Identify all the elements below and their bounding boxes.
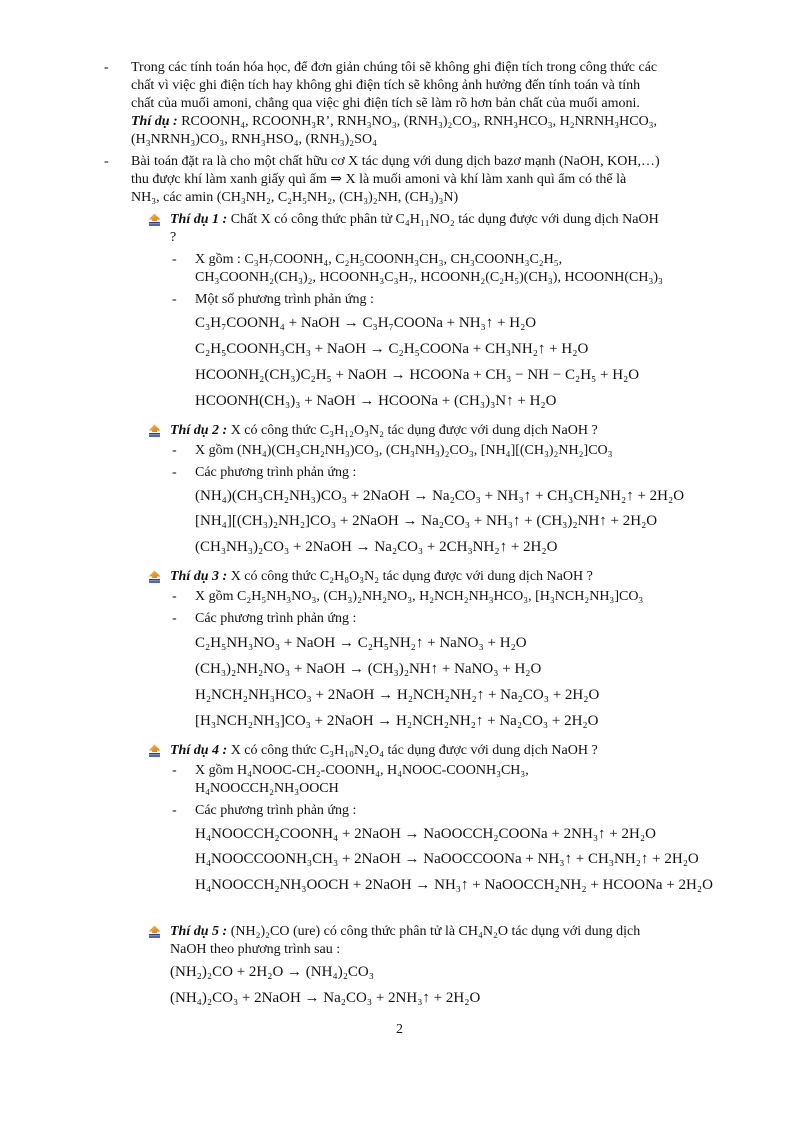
ex4-reactions-title: Các phương trình phản ứng : bbox=[195, 803, 357, 818]
ex3-equation-1: C₂H₅NH₃NO₃ + NaOH → C₂H₅NH₂↑ + NaNO₃ + H₂O bbox=[195, 635, 527, 651]
list-dash: - bbox=[172, 589, 177, 604]
ex3-equation-4: [H₃NCH₂NH₃]CO₃ + 2NaOH → H₂NCH₂NH₂↑ + Na₂CO₃ + 2H₂O bbox=[195, 713, 599, 729]
intro2-line-3: NH₃, các amin (CH₃NH₂, C₂H₅NH₂, (CH₃)₂NH, (CH₃)₃N) bbox=[131, 190, 459, 205]
page-number: 2 bbox=[396, 1022, 403, 1037]
ex5-equation-1: (NH₂)₂CO + 2H₂O → (NH₄)₂CO₃ bbox=[170, 964, 374, 980]
ex2-question bbox=[170, 422, 598, 439]
arrow-bullet-icon bbox=[148, 925, 161, 938]
ex1-reactions-title: Một số phương trình phản ứng : bbox=[195, 292, 374, 307]
ex4-equation-3: H₄NOOCCH₂NH₃OOCH + 2NaOH → NH₃↑ + NaOOCCH₂NH₂ + HCOONa + 2H₂O bbox=[195, 877, 713, 893]
intro-line-2: chất vì việc ghi điện tích hay không ghi điện tích sẽ không ảnh hưởng đến tính toán và tính bbox=[131, 78, 641, 93]
ex1-members-2: CH₃COONH₂(CH₃)₂, HCOONH₃C₃H₇, HCOONH₂(C₂H₅)(CH₃), HCOONH(CH₃)₃ bbox=[195, 270, 663, 285]
arrow-bullet-icon bbox=[148, 570, 161, 583]
arrow-bullet-icon bbox=[148, 213, 161, 226]
ex1-label: Thí dụ 1 : bbox=[170, 212, 228, 227]
list-dash: - bbox=[172, 292, 177, 307]
example-label: Thí dụ : bbox=[131, 114, 178, 129]
ex5-equation-2: (NH₄)₂CO₃ + 2NaOH → Na₂CO₃ + 2NH₃↑ + 2H₂O bbox=[170, 990, 481, 1006]
ex3-equation-3: H₂NCH₂NH₃HCO₃ + 2NaOH → H₂NCH₂NH₂↑ + Na₂CO₃ + 2H₂O bbox=[195, 687, 600, 703]
ex4-label: Thí dụ 4 : bbox=[170, 743, 228, 758]
ex5-question-2: NaOH theo phương trình sau : bbox=[170, 942, 341, 957]
ex2-label: Thí dụ 2 : bbox=[170, 423, 228, 438]
ex1-question-2: ? bbox=[170, 230, 177, 245]
ex2-equation-3: (CH₃NH₃)₂CO₃ + 2NaOH → Na₂CO₃ + 2CH₃NH₂↑ + 2H₂O bbox=[195, 539, 558, 555]
intro-line-1: Trong các tính toán hóa học, để đơn giản chúng tôi sẽ không ghi điện tích trong công thức các bbox=[131, 60, 658, 75]
ex3-members-1: X gồm C₂H₅NH₃NO₃, (CH₃)₂NH₂NO₃, H₂NCH₂NH₃HCO₃, [H₃NCH₂NH₃]CO₃ bbox=[195, 589, 644, 604]
ex4-question-text: X có công thức C₃H₁₀N₂O₄ tác dụng được với dung dịch NaOH ? bbox=[230, 743, 598, 758]
ex4-equation-1: H₄NOOCCH₂COONH₄ + 2NaOH → NaOOCCH₂COONa + 2NH₃↑ + 2H₂O bbox=[195, 826, 656, 842]
ex3-label: Thí dụ 3 : bbox=[170, 569, 228, 584]
ex3-equation-2: (CH₃)₂NH₂NO₃ + NaOH → (CH₃)₂NH↑ + NaNO₃ + H₂O bbox=[195, 661, 542, 677]
arrow-bullet-icon bbox=[148, 424, 161, 437]
list-dash: - bbox=[172, 443, 177, 458]
example-text: RCOONH₄, RCOONH₃R’, RNH₃NO₃, (RNH₃)₂CO₃, RNH₃HCO₃, H₂NRNH₃HCO₃, bbox=[181, 114, 658, 129]
ex1-equation-1: C₃H₇COONH₄ + NaOH → C₃H₇COONa + NH₃↑ + H₂O bbox=[195, 315, 537, 331]
ex2-equation-2: [NH₄][(CH₃)₂NH₂]CO₃ + 2NaOH → Na₂CO₃ + NH₃↑ + (CH₃)₂NH↑ + 2H₂O bbox=[195, 513, 658, 529]
ex4-question bbox=[170, 742, 598, 759]
ex2-members-1: X gồm (NH₄)(CH₃CH₂NH₃)CO₃, (CH₃NH₃)₂CO₃, [NH₄][(CH₃)₂NH₂]CO₃ bbox=[195, 443, 613, 458]
ex4-equation-2: H₄NOOCCOONH₃CH₃ + 2NaOH → NaOOCCOONa + NH₃↑ + CH₃NH₂↑ + 2H₂O bbox=[195, 851, 699, 867]
ex5-question bbox=[170, 923, 640, 940]
list-dash: - bbox=[172, 252, 177, 267]
ex1-members-1: X gồm : C₃H₇COONH₄, C₂H₅COONH₃CH₃, CH₃COONH₃C₂H₅, bbox=[195, 252, 563, 267]
ex2-reactions-title: Các phương trình phản ứng : bbox=[195, 465, 357, 480]
list-dash: - bbox=[172, 611, 177, 626]
intro-line-3: chất của muối amoni, chẳng qua việc ghi điện tích sẽ làm rõ hơn bản chất của muối amoni. bbox=[131, 96, 640, 111]
ex2-equation-1: (NH₄)(CH₃CH₂NH₃)CO₃ + 2NaOH → Na₂CO₃ + NH₃↑ + CH₃CH₂NH₂↑ + 2H₂O bbox=[195, 488, 685, 504]
ex3-reactions-title: Các phương trình phản ứng : bbox=[195, 611, 357, 626]
ex5-label: Thí dụ 5 : bbox=[170, 924, 228, 939]
ex3-question bbox=[170, 568, 593, 585]
intro-example-2: (H₃NRNH₃)CO₃, RNH₃HSO₄, (RNH₃)₂SO₄ bbox=[131, 132, 377, 147]
list-dash: - bbox=[172, 803, 177, 818]
intro2-line-2: thu được khí làm xanh giấy quì ẩm ⇒ X là muối amoni và khí làm xanh quì ẩm có thể là bbox=[131, 172, 627, 187]
intro2-line-1: Bài toán đặt ra là cho một chất hữu cơ X tác dụng với dung dịch bazơ mạnh (NaOH, KOH,…) bbox=[131, 154, 660, 169]
list-dash: - bbox=[104, 60, 109, 75]
ex3-question-text: X có công thức C₂H₈O₃N₂ tác dụng được với dung dịch NaOH ? bbox=[230, 569, 593, 584]
ex4-members-2: H₄NOOCCH₂NH₃OOCH bbox=[195, 781, 339, 796]
ex1-question-text: Chất X có công thức phân tử C₄H₁₁NO₂ tác dụng được với dung dịch NaOH bbox=[230, 212, 659, 227]
ex4-members-1: X gồm H₄NOOC-CH₂-COONH₄, H₄NOOC-COONH₃CH₃, bbox=[195, 763, 529, 778]
list-dash: - bbox=[104, 154, 109, 169]
ex5-question-text: (NH₂)₂CO (ure) có công thức phân tử là CH₄N₂O tác dụng với dung dịch bbox=[230, 924, 641, 939]
list-dash: - bbox=[172, 465, 177, 480]
ex1-equation-4: HCOONH(CH₃)₃ + NaOH → HCOONa + (CH₃)₃N↑ + H₂O bbox=[195, 393, 557, 409]
arrow-bullet-icon bbox=[148, 744, 161, 757]
ex1-equation-2: C₂H₅COONH₃CH₃ + NaOH → C₂H₅COONa + CH₃NH₂↑ + H₂O bbox=[195, 341, 589, 357]
ex2-question-text: X có công thức C₃H₁₂O₃N₂ tác dụng được với dung dịch NaOH ? bbox=[230, 423, 598, 438]
ex1-equation-3: HCOONH₂(CH₃)C₂H₅ + NaOH → HCOONa + CH₃ − NH − C₂H₅ + H₂O bbox=[195, 367, 640, 383]
list-dash: - bbox=[172, 763, 177, 778]
intro-example bbox=[131, 113, 657, 130]
ex1-question bbox=[170, 211, 659, 228]
